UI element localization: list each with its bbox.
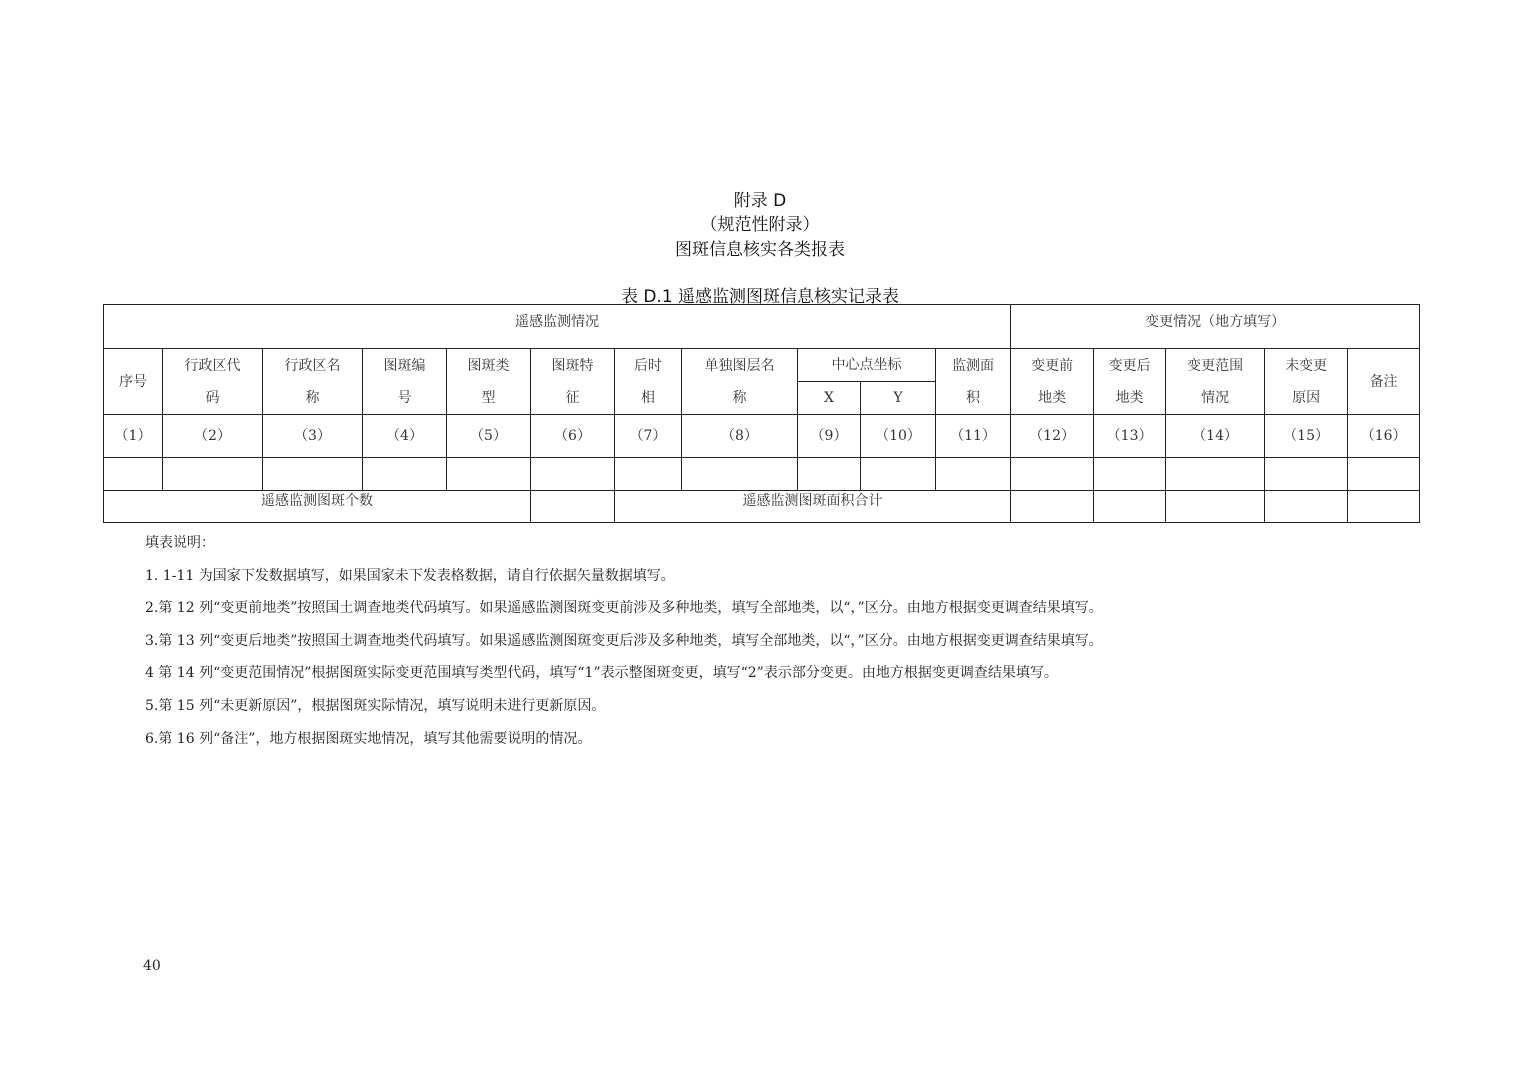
empty-cell [1166,491,1265,523]
instruction-item: 4 第 14 列“变更范围情况”根据图斑实际变更范围填写类型代码，填写“1”表示整图斑变更，填写“2”表示部分变更。由地方根据变更调查结果填写。 [145,665,1058,682]
empty-cell [936,458,1011,491]
group-change-header: 变更情况（地方填写） [1011,305,1420,349]
group-monitoring-header: 遥感监测情况 [104,305,1011,349]
normative-note: （规范性附录） [700,215,820,235]
index-cell: （11） [936,415,1011,458]
header-unchanged-reason: 未变更 原因 [1265,349,1348,415]
header-landtype-before: 变更前 地类 [1011,349,1094,415]
index-cell: （5） [447,415,531,458]
index-cell: （1） [104,415,163,458]
empty-cell [1265,458,1348,491]
header-later-phase: 后时 相 [615,349,682,415]
header-patch-feature: 图斑特 征 [531,349,615,415]
empty-cell [363,458,447,491]
blank-data-row [104,458,1420,491]
empty-cell [163,458,263,491]
empty-cell [531,458,615,491]
index-cell: （3） [263,415,363,458]
empty-cell [682,458,798,491]
empty-cell [1094,491,1166,523]
index-cell: （10） [861,415,936,458]
summary-area-label: 遥感监测图斑面积合计 [615,491,1011,523]
verification-record-table [103,304,1420,523]
header-patch-id: 图斑编 号 [363,349,447,415]
index-row [104,415,1420,458]
index-cell: （12） [1011,415,1094,458]
header-coord-x: X [798,382,861,415]
index-cell: （7） [615,415,682,458]
empty-cell [861,458,936,491]
header-remarks: 备注 [1348,349,1420,415]
instruction-item: 6.第 16 列“备注”，地方根据图斑实地情况，填写其他需要说明的情况。 [145,730,592,747]
index-cell: （8） [682,415,798,458]
empty-cell [1166,458,1265,491]
empty-cell [104,458,163,491]
summary-row [104,491,1420,523]
instruction-item: 2.第 12 列“变更前地类”按照国土调查地类代码填写。如果遥感监测图斑变更前涉及多种地类，填写全部地类，以“，”区分。由地方根据变更调查结果填写。 [145,600,1103,617]
header-layer-name: 单独图层名 称 [682,349,798,415]
empty-cell [798,458,861,491]
header-center-coordinates: 中心点坐标 [798,349,936,382]
appendix-title: 图斑信息核实各类报表 [675,240,845,260]
table-caption: 表 D.1 遥感监测图斑信息核实记录表 [620,287,900,307]
empty-cell [1348,491,1420,523]
instruction-item: 3.第 13 列“变更后地类”按照国土调查地类代码填写。如果遥感监测图斑变更后涉及多种地类，填写全部地类，以“，”区分。由地方根据变更调查结果填写。 [145,632,1103,649]
empty-cell [615,458,682,491]
index-cell: （13） [1094,415,1166,458]
empty-cell [447,458,531,491]
empty-cell [1011,458,1094,491]
header-coord-y: Y [861,382,936,415]
empty-cell [1094,458,1166,491]
header-patch-type: 图斑类 型 [447,349,531,415]
header-landtype-after: 变更后 地类 [1094,349,1166,415]
summary-count-label: 遥感监测图斑个数 [104,491,531,523]
empty-cell [1265,491,1348,523]
header-admin-name: 行政区名 称 [263,349,363,415]
empty-cell [1348,458,1420,491]
instruction-item: 1. 1-11 为国家下发数据填写，如果国家未下发表格数据，请自行依据矢量数据填写。 [145,567,675,584]
index-cell: （4） [363,415,447,458]
header-admin-code: 行政区代 码 [163,349,263,415]
summary-count-value [531,491,615,523]
appendix-heading: 附录 D [733,191,787,211]
page-number: 40 [143,958,161,974]
header-change-scope: 变更范围 情况 [1166,349,1265,415]
header-serial-number: 序号 [104,349,163,415]
empty-cell [263,458,363,491]
index-cell: （16） [1348,415,1420,458]
index-cell: （15） [1265,415,1348,458]
index-cell: （6） [531,415,615,458]
column-header-row-1 [104,349,1420,382]
header-monitored-area: 监测面 积 [936,349,1011,415]
group-header-row [104,305,1420,349]
instruction-item: 5.第 15 列“未更新原因”，根据图斑实际情况，填写说明未进行更新原因。 [145,697,606,714]
empty-cell [1011,491,1094,523]
index-cell: （2） [163,415,263,458]
instructions-title: 填表说明： [145,535,215,551]
index-cell: （9） [798,415,861,458]
index-cell: （14） [1166,415,1265,458]
filling-instructions [145,533,1103,761]
